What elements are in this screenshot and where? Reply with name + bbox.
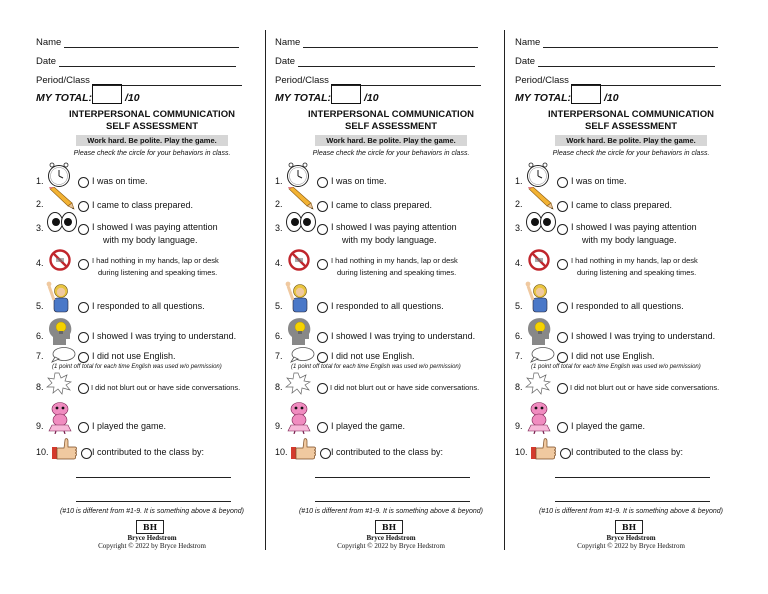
period-label: Period/Class [275,75,329,86]
item-text: I did not blurt out or have side conversations. [570,383,720,392]
total-box[interactable] [92,84,122,104]
total-label: MY TOTAL: [275,92,331,104]
raised-hand-person-icon [285,280,313,314]
date-field[interactable] [36,56,236,67]
assessment-sheet-3 [515,30,747,550]
contribution-line-1[interactable] [555,477,710,478]
total-label: MY TOTAL: [515,92,571,104]
item-5-checkbox[interactable] [78,302,89,313]
instructions: Please check the circle for your behaviors in class. [552,150,710,157]
title-line-2: SELF ASSESSMENT [584,121,678,132]
item-9-checkbox[interactable] [317,422,328,433]
item-number: 3. [275,223,283,233]
item-number: 2. [275,199,283,209]
period-label: Period/Class [36,75,90,86]
item-10-checkbox[interactable] [320,448,331,459]
item-number: 9. [515,421,523,431]
item-text: I responded to all questions. [331,301,444,311]
item-number: 2. [36,199,44,209]
item-text: I showed I was paying attention [331,222,457,232]
item-text: I responded to all questions. [92,301,205,311]
item-number: 1. [515,176,523,186]
total-denominator: /10 [125,92,140,104]
item-number: 2. [515,199,523,209]
item-text: I showed I was paying attention [92,222,218,232]
name-label: Name [36,37,62,48]
date-field[interactable] [515,56,715,67]
item-text-line-2: with my body language. [342,235,437,245]
item-text-line-2: during listening and speaking times. [98,268,218,277]
motto: Work hard. Be polite. Play the game. [76,135,228,146]
item-text: I came to class prepared. [571,200,673,210]
item-1-checkbox[interactable] [78,177,89,188]
head-lightbulb-icon [527,317,553,347]
no-symbol-icon [287,248,311,272]
head-lightbulb-icon [48,317,74,347]
item-number: 9. [36,421,44,431]
footnote: (#10 is different from #1-9. It is something above & beyond) [298,508,484,515]
item-number: 5. [275,301,283,311]
total-score [275,92,379,104]
title-line-2: SELF ASSESSMENT [344,121,438,132]
item-number: 10. [36,447,49,457]
title-line-2: SELF ASSESSMENT [105,121,199,132]
item-number: 7. [515,351,523,361]
total-box[interactable] [331,84,361,104]
item-text: I played the game. [92,421,167,431]
no-symbol-icon [48,248,72,272]
clock-icon [285,162,311,188]
item-number: 3. [515,223,523,233]
item-text: I was on time. [92,176,148,186]
title-line-1: INTERPERSONAL COMMUNICATION [548,109,714,120]
item-10-checkbox[interactable] [81,448,92,459]
burst-bubble-icon [285,372,311,396]
name-field[interactable] [36,37,239,48]
instructions: Please check the circle for your behaviors in class. [73,150,231,157]
speech-bubble-icon [529,346,555,364]
pink-animal-icon [285,400,313,434]
item-5-checkbox[interactable] [557,302,568,313]
name-label: Name [515,37,541,48]
motto: Work hard. Be polite. Play the game. [555,135,707,146]
item-6-checkbox[interactable] [557,332,568,343]
raised-hand-person-icon [46,280,74,314]
logo: BH [375,520,403,534]
item-5-checkbox[interactable] [317,302,328,313]
item-text: I responded to all questions. [571,301,684,311]
item-6-checkbox[interactable] [317,332,328,343]
item-number: 8. [36,382,44,392]
item-text: I had nothing in my hands, lap or desk [331,256,458,265]
item-number: 10. [515,447,528,457]
item-2-checkbox[interactable] [78,201,89,212]
burst-bubble-icon [46,372,72,396]
total-denominator: /10 [364,92,379,104]
item-text-line-2: during listening and speaking times. [577,268,697,277]
item-number: 10. [275,447,288,457]
total-score [36,92,140,104]
total-label: MY TOTAL: [36,92,92,104]
eyes-icon [525,211,557,233]
total-score [515,92,619,104]
contribution-line-2[interactable] [76,501,231,502]
author-name: Bryce Hedstrom [127,534,177,542]
period-field[interactable] [515,75,721,86]
item-text-line-2: during listening and speaking times. [337,268,457,277]
period-field[interactable] [275,75,481,86]
author-name: Bryce Hedstrom [366,534,416,542]
copyright: Copyright © 2022 by Bryce Hedstrom [577,542,685,550]
item-3-checkbox[interactable] [557,224,568,235]
clock-icon [46,162,72,188]
date-label: Date [36,56,57,67]
item-3-checkbox[interactable] [78,224,89,235]
period-field[interactable] [36,75,242,86]
item-text: I contributed to the class by: [331,447,444,457]
instructions: Please check the circle for your behaviors in class. [312,150,470,157]
motto: Work hard. Be polite. Play the game. [315,135,467,146]
item-10-checkbox[interactable] [560,448,571,459]
item-9-checkbox[interactable] [78,422,89,433]
item-number: 1. [36,176,44,186]
item-9-checkbox[interactable] [557,422,568,433]
column-divider-2 [504,30,505,550]
item-7-checkbox[interactable] [557,352,568,363]
item-text: I had nothing in my hands, lap or desk [571,256,698,265]
head-lightbulb-icon [287,317,313,347]
no-symbol-icon [527,248,551,272]
item-text: I contributed to the class by: [92,447,205,457]
item-number: 8. [515,382,523,392]
item-text: I was on time. [571,176,627,186]
item-text: I came to class prepared. [331,200,433,210]
speech-bubble-icon [50,346,76,364]
pencil-icon [46,187,76,211]
period-label: Period/Class [515,75,569,86]
contribution-line-1[interactable] [315,477,470,478]
speech-bubble-icon [289,346,315,364]
item-number: 4. [36,258,44,268]
contribution-line-1[interactable] [76,477,231,478]
item-number: 5. [36,301,44,311]
item-6-checkbox[interactable] [78,332,89,343]
item-number: 9. [275,421,283,431]
item-number: 6. [275,331,283,341]
raised-hand-person-icon [525,280,553,314]
name-field[interactable] [275,37,478,48]
column-divider-1 [265,30,266,550]
item-8-checkbox[interactable] [557,383,568,394]
item-number: 6. [36,331,44,341]
assessment-sheet-1 [36,30,268,550]
thumbs-up-icon [531,438,557,462]
item-number: 7. [36,351,44,361]
date-field[interactable] [275,56,475,67]
clock-icon [525,162,551,188]
item-text: I did not use English. [331,351,415,361]
copyright: Copyright © 2022 by Bryce Hedstrom [98,542,206,550]
footnote: (#10 is different from #1-9. It is something above & beyond) [538,508,724,515]
item-number: 6. [515,331,523,341]
item-2-checkbox[interactable] [317,201,328,212]
item-4-checkbox[interactable] [557,259,568,270]
logo: BH [615,520,643,534]
burst-bubble-icon [525,372,551,396]
name-label: Name [275,37,301,48]
footnote: (#10 is different from #1-9. It is something above & beyond) [59,508,245,515]
pencil-icon [285,187,315,211]
name-field[interactable] [515,37,718,48]
item-text: I showed I was trying to understand. [92,331,237,341]
date-label: Date [515,56,536,67]
thumbs-up-icon [291,438,317,462]
item-text: I came to class prepared. [92,200,194,210]
item-number: 8. [275,382,283,392]
item-text-line-2: with my body language. [582,235,677,245]
item-2-checkbox[interactable] [557,201,568,212]
item-1-checkbox[interactable] [317,177,328,188]
thumbs-up-icon [52,438,78,462]
contribution-line-2[interactable] [555,501,710,502]
item-number: 1. [275,176,283,186]
item-number: 5. [515,301,523,311]
item-text: I played the game. [571,421,646,431]
item-7-checkbox[interactable] [78,352,89,363]
assessment-sheet-2 [275,30,507,550]
logo: BH [136,520,164,534]
author-name: Bryce Hedstrom [606,534,656,542]
item-4-checkbox[interactable] [78,259,89,270]
item-text: I was on time. [331,176,387,186]
item-text: I did not use English. [571,351,655,361]
eyes-icon [46,211,78,233]
item-text: I had nothing in my hands, lap or desk [92,256,219,265]
item-1-checkbox[interactable] [557,177,568,188]
item-note: (1 point off total for each time English was used w/o permission) [52,364,222,370]
item-8-checkbox[interactable] [317,383,328,394]
item-text: I did not use English. [92,351,176,361]
item-text: I showed I was trying to understand. [331,331,476,341]
pink-animal-icon [46,400,74,434]
item-number: 3. [36,223,44,233]
item-number: 4. [515,258,523,268]
item-text: I contributed to the class by: [571,447,684,457]
title-line-1: INTERPERSONAL COMMUNICATION [308,109,474,120]
item-note: (1 point off total for each time English was used w/o permission) [291,364,461,370]
item-text: I showed I was paying attention [571,222,697,232]
item-text: I showed I was trying to understand. [571,331,716,341]
item-text: I played the game. [331,421,406,431]
item-text: I did not blurt out or have side conversations. [91,383,241,392]
item-4-checkbox[interactable] [317,259,328,270]
pencil-icon [525,187,555,211]
eyes-icon [285,211,317,233]
item-number: 4. [275,258,283,268]
pink-animal-icon [525,400,553,434]
item-7-checkbox[interactable] [317,352,328,363]
item-3-checkbox[interactable] [317,224,328,235]
date-label: Date [275,56,296,67]
item-text: I did not blurt out or have side conversations. [330,383,480,392]
item-text-line-2: with my body language. [103,235,198,245]
contribution-line-2[interactable] [315,501,470,502]
title-line-1: INTERPERSONAL COMMUNICATION [69,109,235,120]
item-8-checkbox[interactable] [78,383,89,394]
item-number: 7. [275,351,283,361]
total-denominator: /10 [604,92,619,104]
total-box[interactable] [571,84,601,104]
copyright: Copyright © 2022 by Bryce Hedstrom [337,542,445,550]
item-note: (1 point off total for each time English was used w/o permission) [531,364,701,370]
